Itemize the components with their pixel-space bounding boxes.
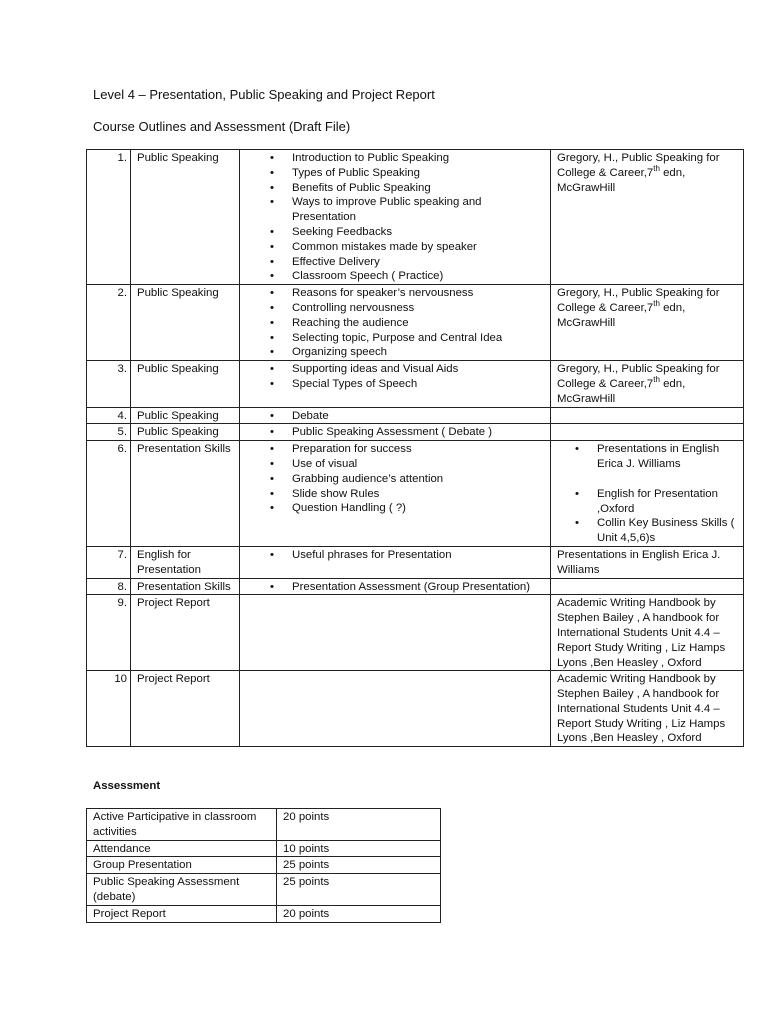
outline-row — [87, 361, 744, 407]
assessment-row — [87, 905, 441, 922]
row-number: 4. — [87, 407, 131, 424]
module-name: Presentation Skills — [131, 441, 240, 547]
assessment-body — [87, 809, 441, 923]
outline-row — [87, 578, 744, 595]
topic-list — [246, 151, 544, 284]
reference-cell — [551, 407, 744, 424]
reference-cell — [551, 546, 744, 578]
reference-cell — [551, 285, 744, 361]
assessment-item: Active Participative in classroom activities — [87, 809, 277, 841]
topics-cell — [240, 578, 551, 595]
topic-item: • Special Types of Speech — [246, 377, 544, 392]
row-number: 6. — [87, 441, 131, 547]
outline-row — [87, 407, 744, 424]
reference-text: Academic Writing Handbook by Stephen Bailey , A handbook for International Students Unit 4.4 –Report Study Writing , Liz Hamps Lyons ,Ben Heasley , Oxford — [557, 597, 726, 669]
assessment-points: 20 points — [277, 809, 441, 841]
topics-cell — [240, 150, 551, 285]
row-number: 8. — [87, 578, 131, 595]
topics-cell — [240, 595, 551, 671]
outline-row — [87, 424, 744, 441]
topic-list — [246, 425, 544, 440]
assessment-row — [87, 874, 441, 906]
topic-list — [246, 580, 544, 595]
reference-cell — [551, 441, 744, 547]
reference-text: edn, McGrawHill — [557, 377, 686, 405]
reference-item: • Presentations in English Erica J. Williams — [551, 442, 737, 472]
topic-list — [246, 548, 544, 563]
row-number: 3. — [87, 361, 131, 407]
module-name: Public Speaking — [131, 407, 240, 424]
row-number: 1. — [87, 150, 131, 285]
topic-list — [246, 409, 544, 424]
module-name: Public Speaking — [131, 285, 240, 361]
document-subtitle: Course Outlines and Assessment (Draft File) — [93, 119, 351, 134]
assessment-points: 25 points — [277, 857, 441, 874]
topics-cell — [240, 546, 551, 578]
module-name: Project Report — [131, 595, 240, 671]
assessment-row — [87, 809, 441, 841]
row-number: 10 — [87, 671, 131, 747]
topic-item: • Controlling nervousness — [246, 301, 544, 316]
row-number: 7. — [87, 546, 131, 578]
outline-row — [87, 150, 744, 285]
document-title: Level 4 – Presentation, Public Speaking and Project Report — [93, 87, 435, 102]
reference-cell — [551, 150, 744, 285]
assessment-row — [87, 840, 441, 857]
reference-item: • English for Presentation ,Oxford — [551, 487, 737, 517]
row-number: 2. — [87, 285, 131, 361]
topic-item: • Selecting topic, Purpose and Central Idea — [246, 331, 544, 346]
assessment-item: Public Speaking Assessment (debate) — [87, 874, 277, 906]
row-number: 9. — [87, 595, 131, 671]
topic-item: • Useful phrases for Presentation — [246, 548, 544, 563]
topic-list — [246, 442, 544, 516]
topics-cell — [240, 407, 551, 424]
assessment-table — [86, 808, 441, 923]
topic-item: • Question Handling ( ?) — [246, 501, 544, 516]
module-name: Public Speaking — [131, 424, 240, 441]
module-name: Project Report — [131, 671, 240, 747]
outline-row — [87, 546, 744, 578]
topic-item: • Debate — [246, 409, 544, 424]
reference-sup: th — [653, 299, 660, 309]
topic-item: • Slide show Rules — [246, 487, 544, 502]
module-name: English for Presentation — [131, 546, 240, 578]
reference-text: edn, McGrawHill — [557, 301, 686, 329]
assessment-row — [87, 857, 441, 874]
reference-text: edn, McGrawHill — [557, 166, 686, 194]
topic-item: • Reasons for speaker’s nervousness — [246, 286, 544, 301]
topic-item: • Benefits of Public Speaking — [246, 181, 544, 196]
course-outline-body — [87, 150, 744, 747]
assessment-points: 20 points — [277, 905, 441, 922]
topic-item: • Types of Public Speaking — [246, 166, 544, 181]
reference-text: Gregory, H., Public Speaking for College & Career,7 — [557, 287, 720, 314]
module-name: Public Speaking — [131, 150, 240, 285]
topic-item: • Classroom Speech ( Practice) — [246, 269, 544, 284]
reference-sup: th — [653, 375, 660, 385]
assessment-item: Attendance — [87, 840, 277, 857]
row-number: 5. — [87, 424, 131, 441]
reference-text: Presentations in English Erica J. Williams — [557, 548, 721, 576]
outline-row — [87, 595, 744, 671]
topic-item: • Effective Delivery — [246, 255, 544, 270]
assessment-heading: Assessment — [93, 780, 161, 792]
reference-list — [551, 442, 737, 546]
reference-text: Gregory, H., Public Speaking for College & Career,7 — [557, 152, 720, 179]
topic-item: • Preparation for success — [246, 442, 544, 457]
topic-item: • Introduction to Public Speaking — [246, 151, 544, 166]
outline-row — [87, 441, 744, 547]
assessment-points: 10 points — [277, 840, 441, 857]
reference-text: Academic Writing Handbook by Stephen Bailey , A handbook for International Students Unit 4.4 –Report Study Writing , Liz Hamps Lyons ,Ben Heasley , Oxford — [557, 673, 726, 745]
reference-item: • Collin Key Business Skills ( Unit 4,5,6)s — [551, 516, 737, 546]
topic-item: • Reaching the audience — [246, 316, 544, 331]
topic-item: • Supporting ideas and Visual Aids — [246, 362, 544, 377]
topics-cell — [240, 361, 551, 407]
topics-cell — [240, 424, 551, 441]
reference-cell — [551, 361, 744, 407]
topic-item: • Organizing speech — [246, 345, 544, 360]
topic-item: • Presentation Assessment (Group Presentation) — [246, 580, 544, 595]
assessment-item: Project Report — [87, 905, 277, 922]
topic-item: • Seeking Feedbacks — [246, 225, 544, 240]
topic-item: • Public Speaking Assessment ( Debate ) — [246, 425, 544, 440]
topic-item: • Common mistakes made by speaker — [246, 240, 544, 255]
reference-cell — [551, 595, 744, 671]
topic-item: • Use of visual — [246, 457, 544, 472]
topics-cell — [240, 671, 551, 747]
outline-row — [87, 285, 744, 361]
topic-item: • Grabbing audience’s attention — [246, 472, 544, 487]
course-outline-table — [86, 149, 744, 747]
topic-list — [246, 286, 544, 360]
reference-cell — [551, 671, 744, 747]
reference-cell — [551, 578, 744, 595]
module-name: Public Speaking — [131, 361, 240, 407]
module-name: Presentation Skills — [131, 578, 240, 595]
assessment-item: Group Presentation — [87, 857, 277, 874]
topics-cell — [240, 285, 551, 361]
topic-item: • Ways to improve Public speaking and Presentation — [246, 195, 544, 225]
assessment-points: 25 points — [277, 874, 441, 906]
reference-text: Gregory, H., Public Speaking for College & Career,7 — [557, 363, 720, 390]
outline-row — [87, 671, 744, 747]
reference-sup: th — [653, 164, 660, 173]
topic-list — [246, 362, 544, 392]
reference-cell — [551, 424, 744, 441]
topics-cell — [240, 441, 551, 547]
